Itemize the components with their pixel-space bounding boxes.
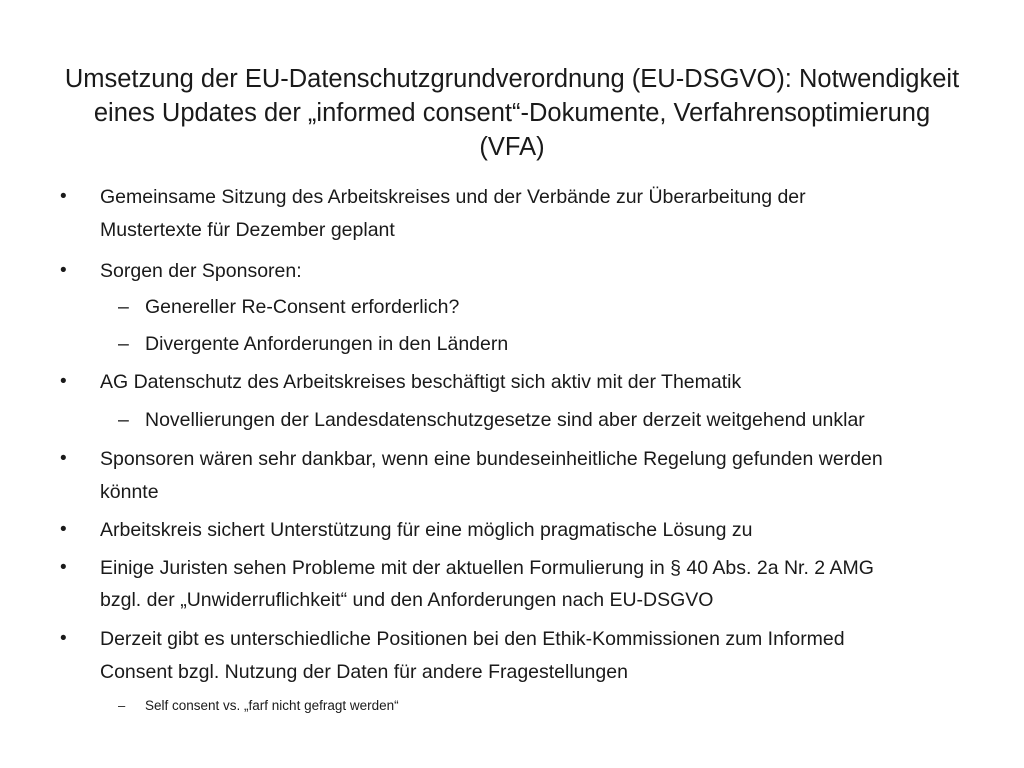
title-line-1: Umsetzung der EU-Datenschutzgrundverordnung (EU-DSGVO): Notwendigkeit xyxy=(64,65,960,93)
bullet-text-line: Sponsoren wären sehr dankbar, wenn eine bundeseinheitliche Regelung gefunden werden xyxy=(100,448,883,470)
bullet-text-line: Gemeinsame Sitzung des Arbeitskreises und der Verbände zur Überarbeitung der xyxy=(100,186,806,208)
bullet-text-line: Divergente Anforderungen in den Ländern xyxy=(145,333,509,355)
dash-marker: – xyxy=(118,409,129,431)
bullet-text-line: Einige Juristen sehen Probleme mit der aktuellen Formulierung in § 40 Abs. 2a Nr. 2 AMG xyxy=(100,557,874,579)
bullet-marker: • xyxy=(60,186,67,207)
bullet-text-line: Consent bzgl. Nutzung der Daten für andere Fragestellungen xyxy=(100,661,628,683)
bullet-text-line: Genereller Re-Consent erforderlich? xyxy=(145,296,460,318)
bullet-text-line: Self consent vs. „farf nicht gefragt werden“ xyxy=(145,698,399,713)
dash-marker: – xyxy=(118,333,129,355)
bullet-text-line: Derzeit gibt es unterschiedliche Positionen bei den Ethik-Kommissionen zum Informed xyxy=(100,628,845,650)
bullet-text-line: Mustertexte für Dezember geplant xyxy=(100,219,395,241)
bullet-marker: • xyxy=(60,557,67,578)
bullet-text-line: AG Datenschutz des Arbeitskreises beschäftigt sich aktiv mit der Thematik xyxy=(100,371,742,393)
bullet-text-line: bzgl. der „Unwiderruflichkeit“ und den Anforderungen nach EU-DSGVO xyxy=(100,589,714,611)
bullet-marker: • xyxy=(60,628,67,649)
bullet-text-line: Arbeitskreis sichert Unterstützung für eine möglich pragmatische Lösung zu xyxy=(100,519,753,541)
bullet-marker: • xyxy=(60,519,67,540)
bullet-text-line: Novellierungen der Landesdatenschutzgesetze sind aber derzeit weitgehend unklar xyxy=(145,409,865,431)
dash-marker: – xyxy=(118,296,129,318)
title-line-3: (VFA) xyxy=(479,133,545,161)
dash-marker: – xyxy=(118,698,126,713)
title-line-2: eines Updates der „informed consent“-Dokumente, Verfahrensoptimierung xyxy=(93,99,931,127)
bullet-marker: • xyxy=(60,448,67,469)
bullet-marker: • xyxy=(60,260,67,281)
bullet-marker: • xyxy=(60,371,67,392)
bullet-text-line: könnte xyxy=(100,481,159,503)
bullet-text-line: Sorgen der Sponsoren: xyxy=(100,260,302,282)
